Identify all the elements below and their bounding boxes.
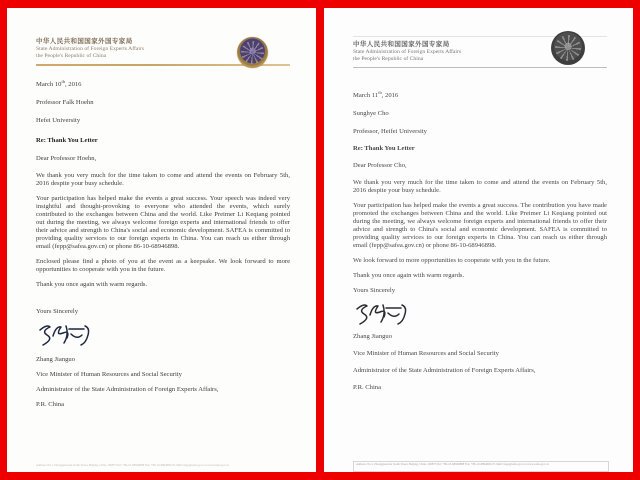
letter-footer — [36, 464, 292, 472]
signer-name: Zhang Jianguo — [36, 355, 76, 363]
date-line — [353, 89, 607, 100]
subject-line: Re: Thank You Letter — [353, 144, 415, 152]
official-seal-icon — [237, 37, 268, 68]
signer-title-3: P.R. China — [353, 383, 382, 391]
paragraph-1: We thank you very much for the time taken to come and attend the events on February 5th, 2016 despite your busy schedule. — [353, 178, 607, 194]
paragraph-3: We look forward to more opportunities to cooperate with you in the future. — [353, 256, 551, 264]
date-year: , 2016 — [381, 91, 399, 99]
date-text: March 11 — [353, 91, 379, 99]
footer-contact-text: Address: No.1 Zhongguancun South Street, Beijing, China 100873 Tel: +86-10-68946898 Fax: +86-10-68946652 E-Mail: fepp@safea.gov.cn www.safea.gov.cn — [36, 464, 229, 467]
closing: Yours Sincerely — [353, 286, 396, 294]
org-name-line2: the People's Republic of China — [36, 52, 107, 59]
handwritten-signature — [36, 321, 290, 347]
org-chinese-title: 中华人民共和国国家外国专家局 — [36, 38, 133, 45]
letter-page-right — [324, 8, 633, 472]
signer-title-1: Vice Minister of Human Resources and Social Security — [353, 349, 499, 357]
signer-title-1: Vice Minister of Human Resources and Social Security — [36, 370, 182, 378]
recipient-name: Sunghye Cho — [353, 109, 389, 117]
recipient-name: Professor Falk Hoehn — [36, 98, 94, 106]
closing: Yours Sincerely — [36, 307, 79, 315]
org-chinese-title: 中华人民共和国国家外国专家局 — [353, 41, 450, 48]
date-text: March 10 — [36, 80, 62, 88]
paragraph-1: We thank you very much for the time taken to come and attend the events on February 5th, 2016 despite your busy schedule. — [36, 171, 290, 187]
paragraph-4: Thank you once again with warm regards. — [353, 271, 465, 279]
letter-footer — [353, 461, 609, 472]
handwritten-signature — [353, 300, 607, 326]
recipient-affiliation: Professor, Heifei University — [353, 127, 427, 135]
date-ordinal: th — [378, 89, 382, 95]
org-name-line1: State Administration of Foreign Experts Affairs — [36, 46, 145, 52]
letterhead-divider — [353, 67, 607, 68]
date-line — [36, 78, 290, 89]
letter-page-left — [7, 8, 316, 472]
footer-contact-text: Address: No.1 Zhongguancun South Street, Beijing, China 100873 Tel: +86-10-68946898 Fax: +86-10-68946652 E-Mail: fepp@safea.gov.cn www.safea.gov.cn — [356, 463, 549, 466]
signer-title-3: P.R. China — [36, 400, 65, 408]
paragraph-4: Thank you once again with warm regards. — [36, 280, 148, 288]
salutation: Dear Professor Hoehn, — [36, 154, 97, 162]
paragraph-2: Your participation has helped make the events a great success. The contribution you have made promoted the exchanges between China and the world. Like Preimer Li Keqiang pointed out during the meeting, we always welcome foreign experts and international friends to offer their advice and strength to China's social and economic development. SAFEA is committed to providing quality services to our foreign experts in China. You can reach us either through email (fepp@safea.gov.cn) or phone 86-10-68946898. — [353, 201, 607, 249]
official-seal-icon — [551, 31, 585, 65]
subject-line: Re: Thank You Letter — [36, 136, 98, 144]
org-name-line2: the People's Republic of China — [353, 55, 424, 62]
salutation: Dear Professor Cho, — [353, 161, 407, 169]
org-name-line1: State Administration of Foreign Experts Affairs — [353, 49, 462, 55]
date-ordinal: th — [61, 78, 65, 84]
signer-title-2: Administrator of the State Administration of Foreign Experts Affairs, — [353, 366, 536, 374]
signer-name: Zhang Jianguo — [353, 332, 393, 340]
letterhead — [353, 36, 607, 63]
signer-title-2: Administrator of the State Administration of Foreign Experts Affairs, — [36, 385, 219, 393]
paragraph-3: Enclosed please find a photo of you at the event as a keepsake. We look forward to more opportunities to cooperate with you in the future. — [36, 257, 290, 273]
paragraph-2: Your participation has helped make the events a great success. Your speech was indeed very insightful and thought-provoking to everyone who attended the events, which surely contributed to the exchanges between China and the world. Like Preimer Li Keqiang pointed out during the meeting, we always welcome foreign experts and international friends to offer their advice and strength to China's social and economic development. SAFEA is committed to providing quality services to our foreign experts in China. You can reach us either through email (fepp@safea.gov.cn) or phone 86-10-68946898. — [36, 194, 290, 250]
date-year: , 2016 — [64, 80, 82, 88]
letterhead — [36, 38, 290, 60]
recipient-affiliation: Hefei University — [36, 116, 81, 124]
